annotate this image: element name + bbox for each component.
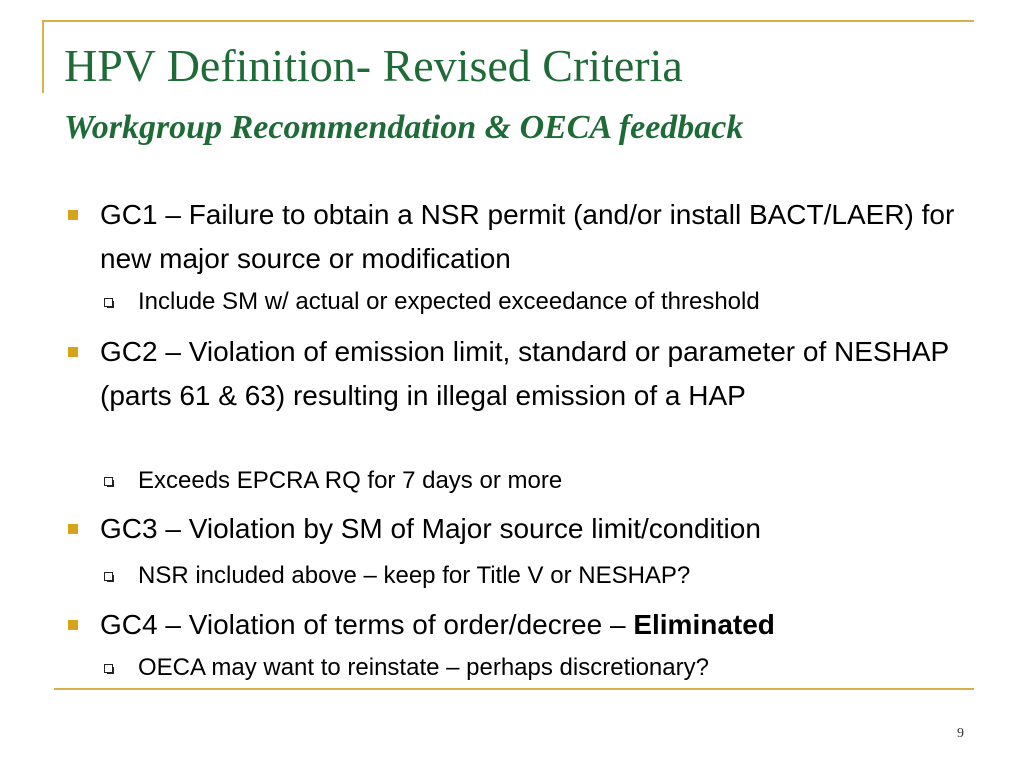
sub-bullet-gc4 [138, 653, 709, 683]
bullet-gc1-text: GC1 – Failure to obtain a NSR permit (and/or install BACT/LAER) for new major source or modification [100, 199, 955, 274]
hollow-square-bullet-icon [104, 664, 113, 673]
square-bullet-icon [68, 524, 78, 534]
sub-bullet-gc3 [138, 561, 690, 591]
bullet-gc2-text: GC2 – Violation of emission limit, standard or parameter of NESHAP (parts 61 & 63) resulting in illegal emission of a HAP [100, 336, 949, 411]
bullet-gc4-emphasis: Eliminated [633, 609, 775, 640]
square-bullet-icon [68, 620, 78, 630]
bullet-gc3-text: GC3 – Violation by SM of Major source limit/condition [100, 513, 761, 544]
sub-bullet-gc3-text: NSR included above – keep for Title V or NESHAP? [138, 562, 691, 589]
sub-bullet-gc1-text: Include SM w/ actual or expected exceedance of threshold [138, 288, 760, 315]
square-bullet-icon [68, 210, 78, 220]
bullet-gc2 [100, 330, 980, 418]
bullet-gc1 [100, 193, 980, 281]
square-bullet-icon [68, 347, 78, 357]
hollow-square-bullet-icon [104, 572, 113, 581]
page-number: 9 [957, 726, 964, 741]
hollow-square-bullet-icon [104, 477, 113, 486]
bottom-rule [54, 688, 974, 690]
sub-bullet-gc2-text: Exceeds EPCRA RQ for 7 days or more [138, 467, 563, 494]
bullet-gc4 [100, 603, 980, 647]
slide-title: HPV Definition- Revised Criteria [64, 40, 683, 91]
bullet-gc3 [100, 507, 980, 551]
sub-bullet-gc4-text: OECA may want to reinstate – perhaps discretionary? [138, 654, 709, 681]
hollow-square-bullet-icon [104, 298, 113, 307]
sub-bullet-gc2 [138, 466, 562, 496]
sub-bullet-gc1 [138, 287, 760, 317]
slide-subtitle: Workgroup Recommendation & OECA feedback [64, 109, 744, 146]
bullet-gc4-text: GC4 – Violation of terms of order/decree – [100, 609, 634, 640]
